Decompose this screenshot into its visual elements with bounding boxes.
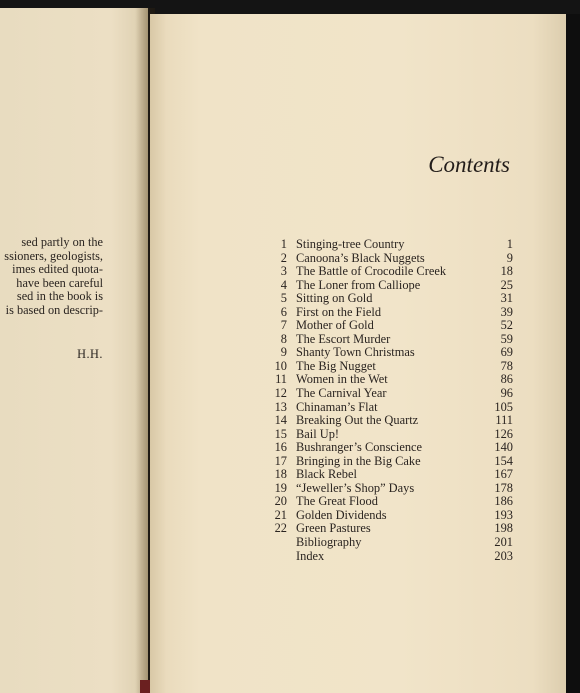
- left-text-line: is based on descrip-: [5, 303, 103, 317]
- toc-page-number: 140: [494, 440, 513, 455]
- toc-entry: [270, 522, 516, 536]
- toc-entry: [270, 292, 516, 306]
- toc-chapter-title: Index: [296, 548, 325, 563]
- toc-entry: [270, 401, 516, 415]
- toc-entry: [270, 509, 516, 523]
- toc-chapter-number: 3: [280, 264, 287, 279]
- toc-chapter-title: Shanty Town Christmas: [296, 345, 415, 360]
- left-text-line: ssioners, geologists,: [4, 249, 103, 263]
- table-of-contents: [270, 238, 516, 563]
- toc-chapter-number: 19: [274, 480, 287, 495]
- toc-chapter-title: Mother of Gold: [296, 318, 374, 333]
- toc-chapter-number: 14: [274, 413, 287, 428]
- toc-chapter-title: Breaking Out the Quartz: [296, 413, 419, 428]
- toc-page-number: 25: [500, 277, 513, 292]
- contents-title: Contents: [428, 152, 510, 177]
- toc-entry: [270, 306, 516, 320]
- toc-page-number: 31: [500, 291, 513, 306]
- toc-page-number: 105: [494, 399, 513, 414]
- toc-chapter-title: Women in the Wet: [296, 372, 388, 387]
- toc-entry: [270, 279, 516, 293]
- toc-chapter-title: Canoona’s Black Nuggets: [296, 250, 425, 265]
- toc-chapter-number: 20: [274, 494, 287, 509]
- toc-entry: [270, 414, 516, 428]
- toc-entry: [270, 536, 516, 550]
- toc-chapter-title: The Great Flood: [296, 494, 378, 509]
- toc-chapter-title: Sitting on Gold: [296, 291, 373, 306]
- toc-entry: [270, 238, 516, 252]
- toc-page-number: 167: [494, 467, 513, 482]
- toc-page-number: 39: [500, 304, 513, 319]
- toc-chapter-number: 5: [280, 291, 287, 306]
- toc-entry: [270, 495, 516, 509]
- toc-chapter-title: Bail Up!: [296, 426, 340, 441]
- toc-chapter-number: 12: [274, 386, 287, 401]
- toc-entry: [270, 482, 516, 496]
- toc-page-number: 52: [500, 318, 513, 333]
- toc-page-number: 1: [506, 237, 513, 251]
- toc-entry: [270, 265, 516, 279]
- toc-chapter-title: The Escort Murder: [296, 331, 391, 346]
- toc-chapter-title: Bibliography: [296, 535, 362, 550]
- toc-entry: [270, 428, 516, 442]
- toc-page-number: 154: [494, 453, 513, 468]
- toc-chapter-number: 22: [274, 521, 287, 536]
- toc-chapter-title: Stinging-tree Country: [296, 237, 405, 251]
- toc-page-number: 193: [494, 507, 513, 522]
- toc-chapter-number: 2: [280, 250, 287, 265]
- toc-chapter-number: 1: [280, 237, 287, 251]
- toc-entry: [270, 441, 516, 455]
- toc-page-number: 69: [500, 345, 513, 360]
- toc-chapter-number: 9: [280, 345, 287, 360]
- toc-chapter-number: 4: [280, 277, 287, 292]
- toc-chapter-title: The Big Nugget: [296, 358, 376, 373]
- toc-page-number: 86: [500, 372, 513, 387]
- toc-page-number: 9: [506, 250, 513, 265]
- toc-chapter-number: 10: [274, 358, 287, 373]
- toc-page-number: 78: [500, 358, 513, 373]
- toc-chapter-number: 18: [274, 467, 287, 482]
- toc-entry: [270, 387, 516, 401]
- toc-chapter-title: Chinaman’s Flat: [296, 399, 378, 414]
- toc-page-number: 96: [500, 386, 513, 401]
- toc-entry: [270, 333, 516, 347]
- toc-chapter-title: The Loner from Calliope: [296, 277, 421, 292]
- toc-chapter-number: 8: [280, 331, 287, 346]
- toc-entry: [270, 346, 516, 360]
- toc-chapter-number: 21: [274, 507, 287, 522]
- left-page-text: [0, 236, 103, 317]
- left-text-line: imes edited quota-: [12, 263, 103, 276]
- toc-page-number: 203: [494, 548, 513, 563]
- toc-entry: [270, 550, 516, 564]
- toc-page-number: 178: [494, 480, 513, 495]
- left-text-line: have been careful: [16, 276, 103, 290]
- toc-page-number: 198: [494, 521, 513, 536]
- toc-chapter-number: 15: [274, 426, 287, 441]
- toc-chapter-title: Black Rebel: [296, 467, 357, 482]
- toc-chapter-title: The Carnival Year: [296, 386, 387, 401]
- toc-entry: [270, 468, 516, 482]
- toc-chapter-number: 7: [280, 318, 287, 333]
- toc-chapter-title: Golden Dividends: [296, 507, 387, 522]
- toc-chapter-title: The Battle of Crocodile Creek: [296, 264, 447, 279]
- toc-page-number: 201: [494, 535, 513, 550]
- author-initials: H.H.: [77, 347, 103, 361]
- toc-entry: [270, 360, 516, 374]
- left-text-line: sed partly on the: [21, 236, 103, 249]
- toc-chapter-number: 6: [280, 304, 287, 319]
- toc-chapter-title: Green Pastures: [296, 521, 371, 536]
- cover-edge-dark: [566, 14, 580, 693]
- left-text-line: sed in the book is: [16, 290, 103, 303]
- toc-page-number: 59: [500, 331, 513, 346]
- toc-page-number: 18: [500, 264, 513, 279]
- toc-page-number: 126: [494, 426, 513, 441]
- toc-chapter-number: 17: [274, 453, 287, 468]
- toc-chapter-title: Bushranger’s Conscience: [296, 440, 423, 455]
- toc-page-number: 111: [495, 413, 513, 428]
- toc-entry: [270, 373, 516, 387]
- toc-chapter-title: First on the Field: [296, 304, 382, 319]
- toc-chapter-number: 13: [274, 399, 287, 414]
- toc-chapter-title: Bringing in the Big Cake: [296, 453, 421, 468]
- toc-chapter-number: 11: [275, 372, 287, 387]
- toc-entry: [270, 319, 516, 333]
- toc-chapter-title: “Jeweller’s Shop” Days: [296, 480, 415, 495]
- toc-entry: [270, 252, 516, 266]
- toc-page-number: 186: [494, 494, 513, 509]
- toc-chapter-number: 16: [274, 440, 287, 455]
- toc-entry: [270, 455, 516, 469]
